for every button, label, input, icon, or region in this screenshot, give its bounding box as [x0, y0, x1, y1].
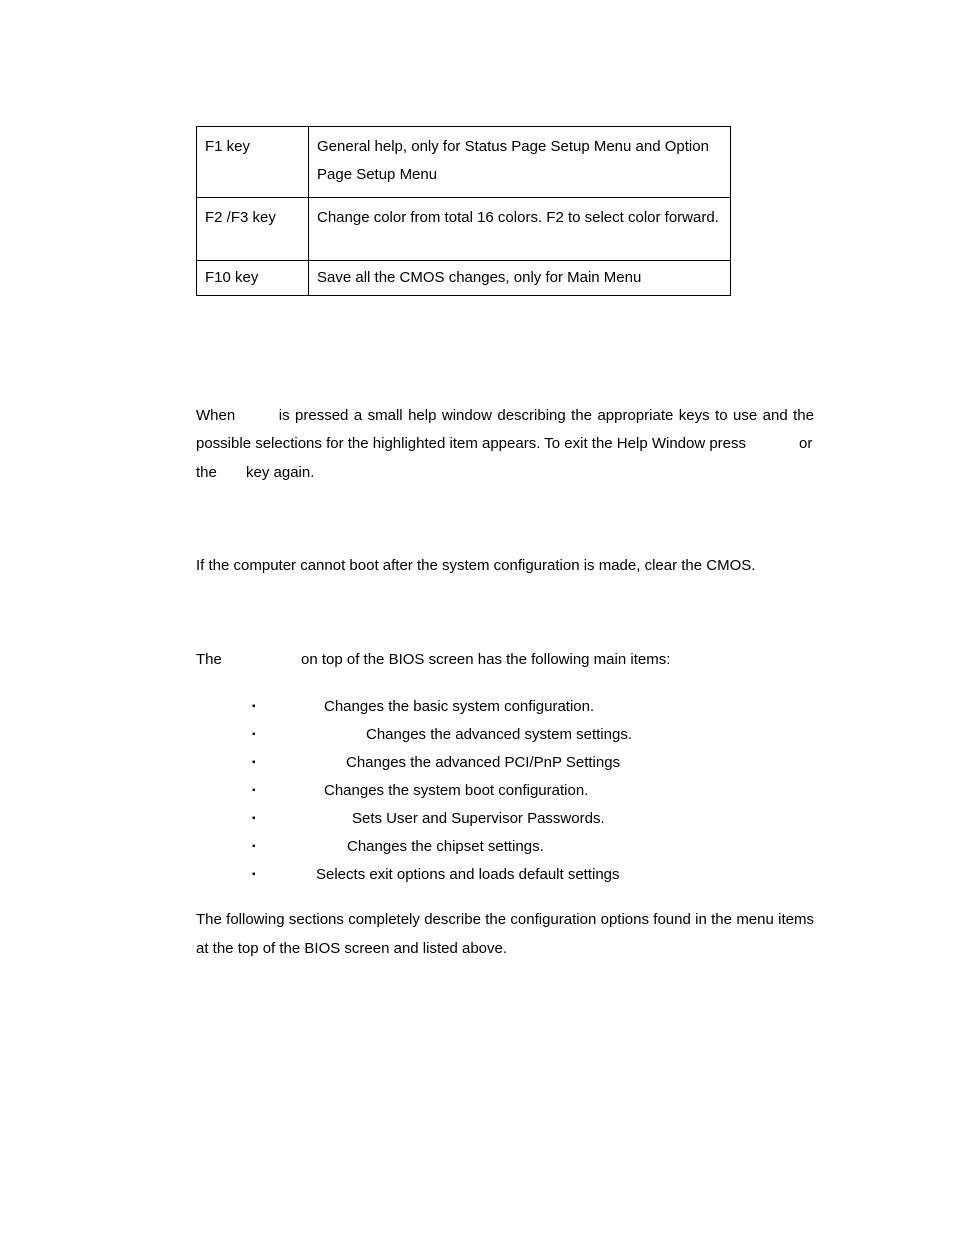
bullet-icon: ▪	[252, 785, 256, 796]
key-cell: F10 key	[197, 261, 309, 296]
table-row	[197, 127, 731, 198]
table-row	[197, 261, 731, 296]
bullet-icon: ▪	[252, 813, 256, 824]
description-cell: General help, only for Status Page Setup Menu and Option Page Setup Menu	[309, 127, 731, 198]
list-item-text: Selects exit options and loads default settings	[316, 866, 620, 883]
cmos-paragraph: If the computer cannot boot after the system configuration is made, clear the CMOS.	[196, 557, 756, 574]
help-line-2-end: or	[799, 435, 813, 452]
bullet-icon: ▪	[252, 701, 256, 712]
list-item-text: Changes the chipset settings.	[347, 838, 544, 855]
list-item-text: Changes the basic system configuration.	[324, 698, 595, 715]
closing-paragraph: The following sections completely describe the configuration options found in the menu items at the top of the BIOS screen and listed above.	[196, 911, 814, 957]
key-cell: F1 key	[197, 127, 309, 198]
description-cell: Change color from total 16 colors. F2 to select color forward.	[309, 198, 731, 261]
description-cell: Save all the CMOS changes, only for Main Menu	[309, 261, 731, 296]
bullet-icon: ▪	[252, 757, 256, 768]
bullet-icon: ▪	[252, 729, 256, 740]
bullet-icon: ▪	[252, 841, 256, 852]
function-key-table	[196, 126, 731, 296]
help-line-2: possible selections for the highlighted item appears. To exit the Help Window press	[196, 435, 747, 452]
list-item-text: Changes the advanced system settings.	[366, 726, 632, 743]
key-cell: F2 /F3 key	[197, 198, 309, 261]
table-row	[197, 198, 731, 261]
help-line-1: When is pressed a small help window describing the appropriate keys to use and the	[196, 407, 814, 424]
menu-intro-start: The	[196, 651, 222, 668]
list-item-text: Sets User and Supervisor Passwords.	[352, 810, 605, 827]
menu-intro-rest: on top of the BIOS screen has the following main items:	[301, 651, 671, 668]
list-item-text: Changes the advanced PCI/PnP Settings	[346, 754, 621, 771]
list-item-text: Changes the system boot configuration.	[324, 782, 589, 799]
bullet-icon: ▪	[252, 869, 256, 880]
help-line-3: the key again.	[196, 464, 315, 481]
